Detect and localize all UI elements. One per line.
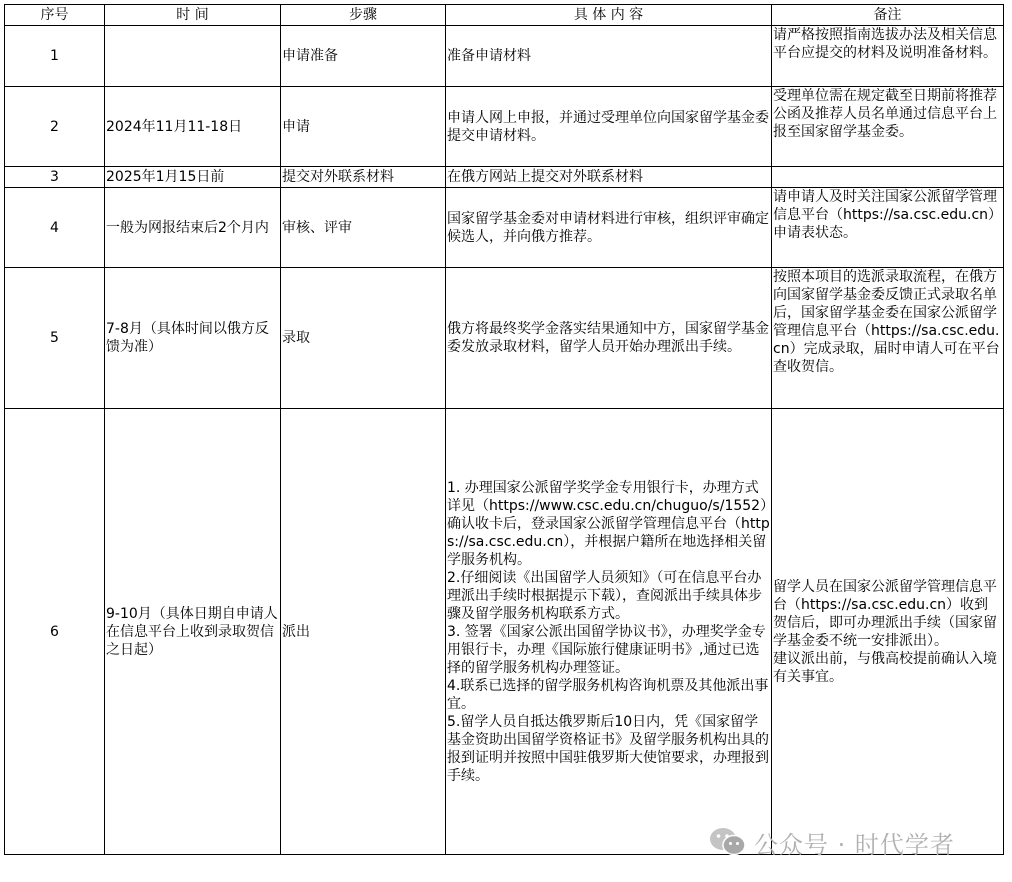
cell-step: 申请	[281, 87, 446, 167]
cell-number: 1	[5, 26, 105, 87]
cell-number: 2	[5, 87, 105, 167]
table-row	[5, 26, 1004, 87]
cell-number: 4	[5, 188, 105, 268]
cell-step: 派出	[281, 409, 446, 855]
table-row	[5, 167, 1004, 188]
cell-time: 9-10月（具体日期自申请人在信息平台上收到录取贺信之日起）	[105, 409, 281, 855]
cell-content: 俄方将最终奖学金落实结果通知中方，国家留学基金委发放录取材料，留学人员开始办理派出手续。	[446, 268, 772, 409]
table-row	[5, 188, 1004, 268]
cell-number: 6	[5, 409, 105, 855]
table-row	[5, 268, 1004, 409]
header-step: 步骤	[281, 5, 446, 26]
cell-time: 2025年1月15日前	[105, 167, 281, 188]
header-note: 备注	[772, 5, 1004, 26]
cell-content: 准备申请材料	[446, 26, 772, 87]
cell-step: 录取	[281, 268, 446, 409]
watermark-text: 公众号 · 时代学者	[754, 830, 955, 859]
cell-content: 在俄方网站上提交对外联系材料	[446, 167, 772, 188]
cell-content: 1. 办理国家公派留学奖学金专用银行卡，办理方式详见（https://www.csc.edu.cn/chuguo/s/1552）确认收卡后，登录国家公派留学管理信息平台（https://sa.csc.edu.cn），并根据户籍所在地选择相关留学服务机构。 2.仔细阅读《出国留学人员须知》（可在信息平台办理派出手续时根据提示下载），查阅派出手续具体步骤及留学服务机构联系方式。 3. 签署《国家公派出国留学协议书》，办理奖学金专用银行卡，办理《国际旅行健康证明书》,通过已选择的留学服务机构办理签证。 4.联系已选择的留学服务机构咨询机票及其他派出事宜。 5.留学人员自抵达俄罗斯后10日内，凭《国家留学基金资助出国留学资格证书》及留学服务机构出具的报到证明并按照中国驻俄罗斯大使馆要求，办理报到手续。	[446, 409, 772, 855]
header-row	[5, 5, 1004, 26]
cell-time: 7-8月（具体时间以俄方反馈为准）	[105, 268, 281, 409]
cell-time	[105, 26, 281, 87]
cell-note: 请申请人及时关注国家公派留学管理信息平台（https://sa.csc.edu.cn）申请表状态。	[772, 188, 1004, 268]
cell-note: 受理单位需在规定截至日期前将推荐公函及推荐人员名单通过信息平台上报至国家留学基金委。	[772, 87, 1004, 167]
table-row	[5, 409, 1004, 855]
watermark	[708, 822, 998, 862]
cell-time: 2024年11月11-18日	[105, 87, 281, 167]
schedule-table	[4, 4, 1004, 855]
cell-time: 一般为网报结束后2个月内	[105, 188, 281, 268]
cell-number: 3	[5, 167, 105, 188]
cell-note	[772, 167, 1004, 188]
cell-step: 申请准备	[281, 26, 446, 87]
table-row	[5, 87, 1004, 167]
header-time: 时 间	[105, 5, 281, 26]
cell-note: 请严格按照指南选拔办法及相关信息平台应提交的材料及说明准备材料。	[772, 26, 1004, 87]
cell-number: 5	[5, 268, 105, 409]
cell-note: 留学人员在国家公派留学管理信息平台（https://sa.csc.edu.cn）收到贺信后，即可办理派出手续（国家留学基金委不统一安排派出）。 建议派出前，与俄高校提前确认入境有关事宜。	[772, 409, 1004, 855]
wechat-icon	[708, 826, 748, 858]
cell-note: 按照本项目的选派录取流程，在俄方向国家留学基金委反馈正式录取名单后，国家留学基金委在国家公派留学管理信息平台（https://sa.csc.edu.cn）完成录取，届时申请人可在平台查收贺信。	[772, 268, 1004, 409]
header-content: 具 体 内 容	[446, 5, 772, 26]
cell-step: 提交对外联系材料	[281, 167, 446, 188]
cell-content: 国家留学基金委对申请材料进行审核，组织评审确定候选人，并向俄方推荐。	[446, 188, 772, 268]
cell-step: 审核、评审	[281, 188, 446, 268]
header-number: 序号	[5, 5, 105, 26]
cell-content: 申请人网上申报，并通过受理单位向国家留学基金委提交申请材料。	[446, 87, 772, 167]
